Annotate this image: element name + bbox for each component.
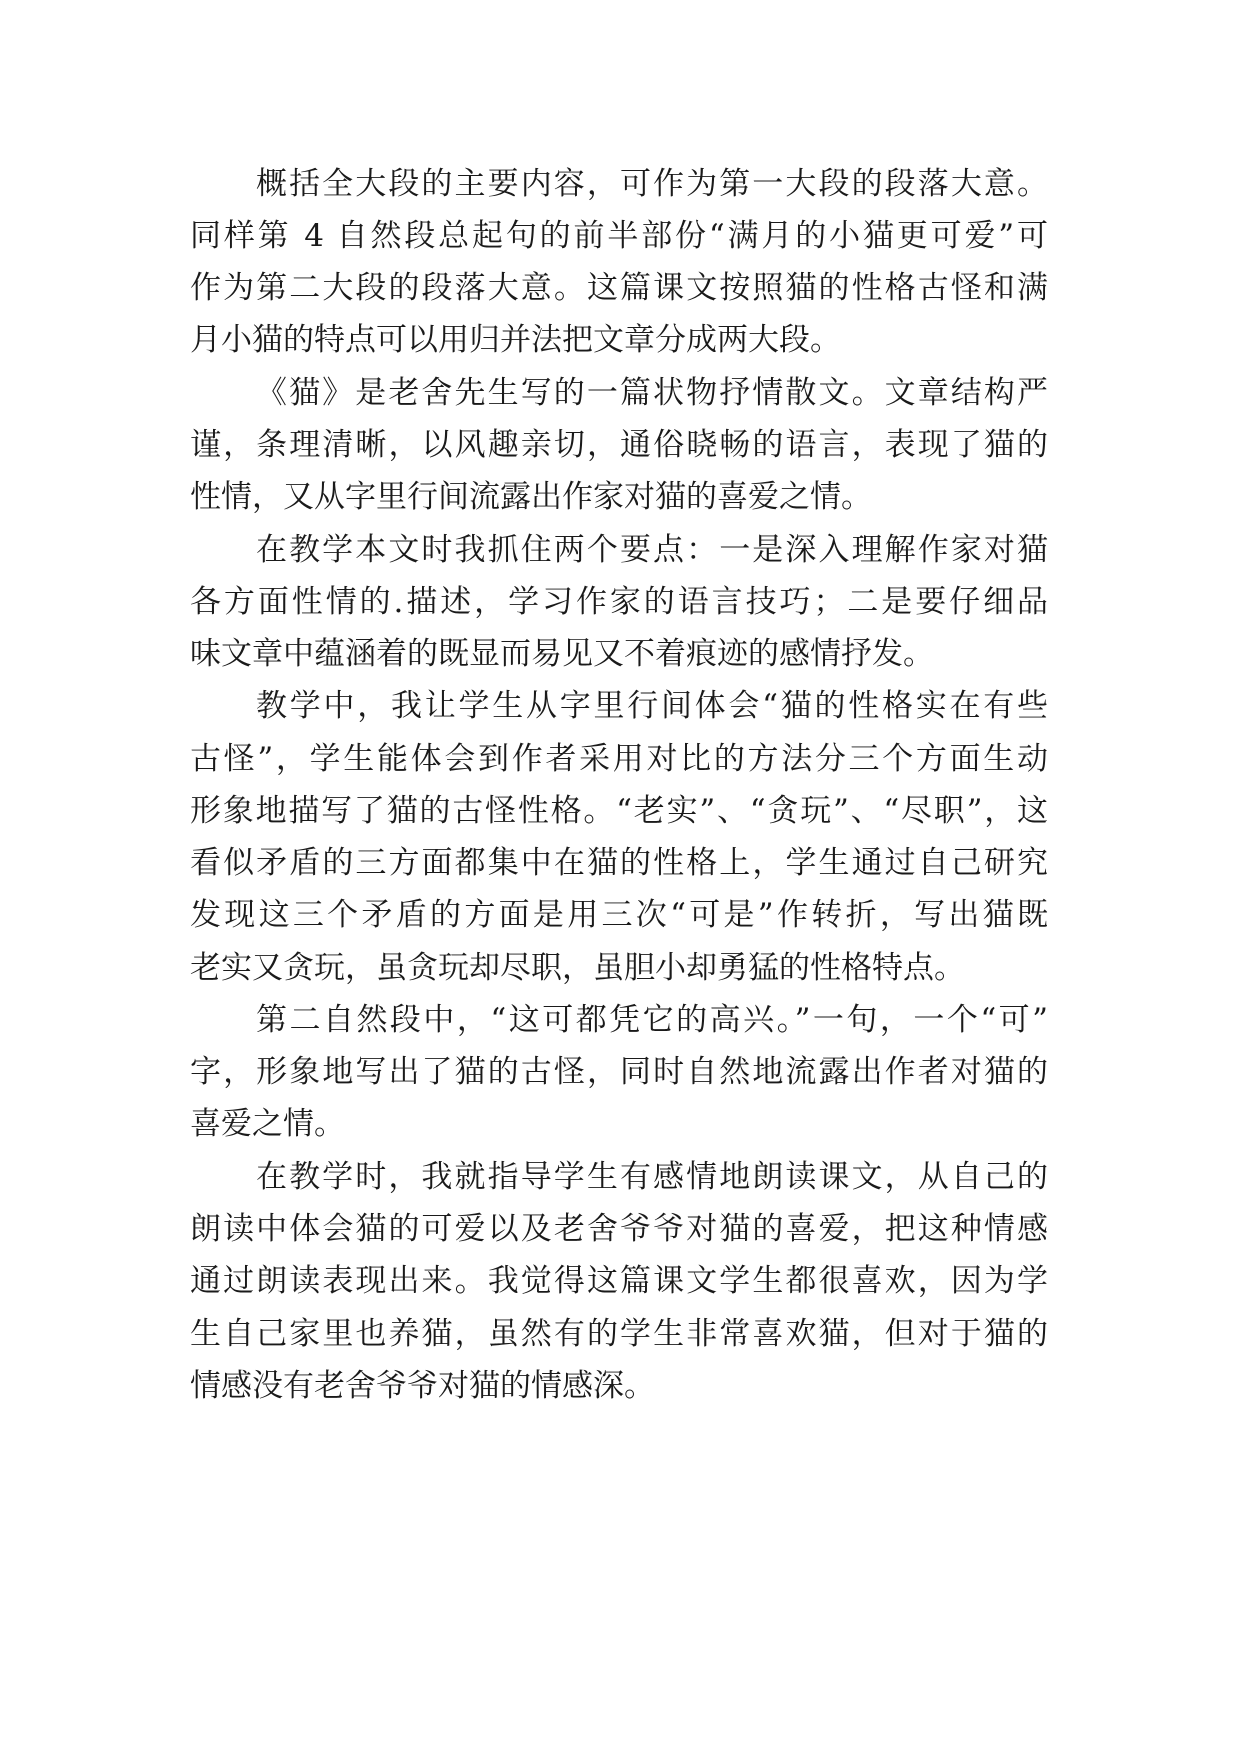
text-line: 月小猫的特点可以用归并法把文章分成两大段。 — [190, 322, 841, 358]
text-line: 看似矛盾的三方面都集中在猫的性格上，学生通过自己研究 — [190, 845, 1048, 881]
text-line: 老实又贪玩，虽贪玩却尽职，虽胆小却勇猛的性格特点。 — [190, 950, 965, 986]
text-line: 《猫》是老舍先生写的一篇状物抒情散文。文章结构严 — [256, 375, 1048, 411]
text-line: 生自己家里也养猫，虽然有的学生非常喜欢猫，但对于猫的 — [190, 1316, 1048, 1352]
text-line: 情感没有老舍爷爷对猫的情感深。 — [190, 1368, 655, 1404]
text-line: 在教学时，我就指导学生有感情地朗读课文，从自己的 — [256, 1159, 1048, 1195]
text-line: 通过朗读表现出来。我觉得这篇课文学生都很喜欢，因为学 — [190, 1263, 1048, 1299]
text-line: 朗读中体会猫的可爱以及老舍爷爷对猫的喜爱，把这种情感 — [190, 1211, 1048, 1247]
text-line: 同样第 4 自然段总起句的前半部份“满月的小猫更可爱”可 — [190, 218, 1048, 254]
text-line: 喜爱之情。 — [190, 1106, 345, 1142]
text-line: 形象地描写了猫的古怪性格。“老实”、“贪玩”、“尽职”，这 — [190, 793, 1048, 829]
text-line: 性情，又从字里行间流露出作家对猫的喜爱之情。 — [190, 479, 872, 515]
text-line: 在教学本文时我抓住两个要点：一是深入理解作家对猫 — [256, 532, 1048, 568]
text-line: 第二自然段中，“这可都凭它的高兴。”一句，一个“可” — [256, 1002, 1048, 1038]
text-line: 各方面性情的.描述，学习作家的语言技巧；二是要仔细品 — [190, 584, 1048, 620]
text-line: 谨，条理清晰，以风趣亲切，通俗晓畅的语言，表现了猫的 — [190, 427, 1048, 463]
text-line: 字，形象地写出了猫的古怪，同时自然地流露出作者对猫的 — [190, 1054, 1048, 1090]
text-line: 概括全大段的主要内容，可作为第一大段的段落大意。 — [256, 166, 1048, 202]
text-line: 古怪”，学生能体会到作者采用对比的方法分三个方面生动 — [190, 741, 1048, 777]
text-line: 发现这三个矛盾的方面是用三次“可是”作转折，写出猫既 — [190, 897, 1048, 933]
text-line: 教学中，我让学生从字里行间体会“猫的性格实在有些 — [256, 688, 1048, 724]
text-line: 作为第二大段的段落大意。这篇课文按照猫的性格古怪和满 — [190, 270, 1048, 306]
text-line: 味文章中蕴涵着的既显而易见又不着痕迹的感情抒发。 — [190, 636, 934, 672]
